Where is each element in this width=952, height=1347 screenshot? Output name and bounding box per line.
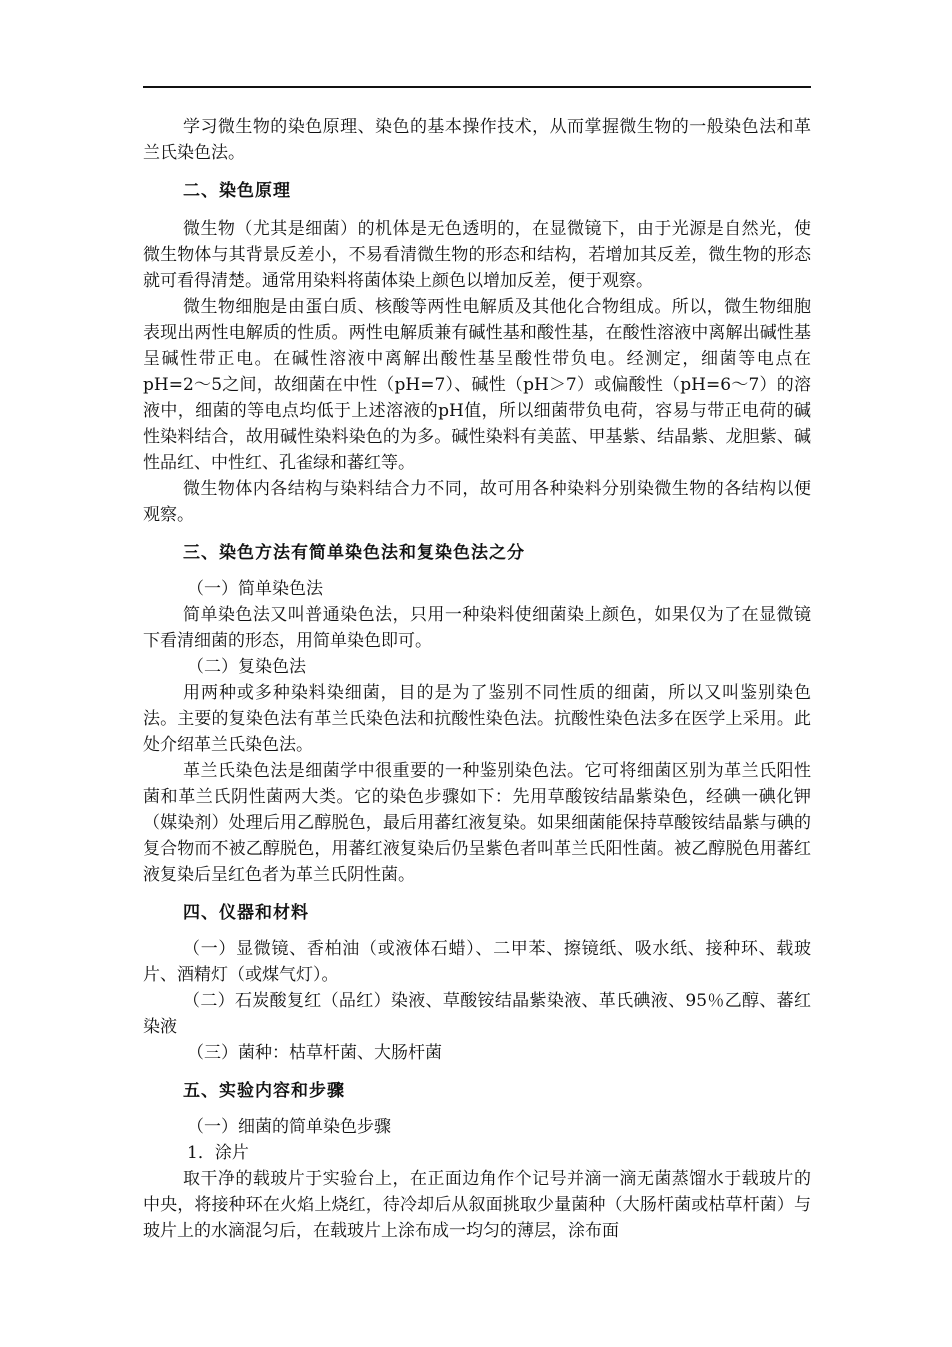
- paragraph: 用两种或多种染料染细菌，目的是为了鉴别不同性质的细菌，所以又叫鉴别染色法。主要的复染色法有革兰氏染色法和抗酸性染色法。抗酸性染色法多在医学上采用。此处介绍革兰氏染色法。: [143, 683, 811, 755]
- subsection-heading: （一）简单染色法: [187, 579, 323, 599]
- subsection-heading: （一）细菌的简单染色步骤: [187, 1117, 391, 1137]
- section-heading-4: 四、仪器和材料: [183, 903, 309, 923]
- paragraph: 简单染色法又叫普通染色法，只用一种染料使细菌染上颜色，如果仅为了在显微镜下看清细菌的形态，用简单染色即可。: [143, 605, 811, 651]
- intro-paragraph: 学习微生物的染色原理、染色的基本操作技术，从而掌握微生物的一般染色法和革兰氏染色法。: [143, 117, 811, 163]
- section-heading-2: 二、染色原理: [183, 181, 291, 201]
- materials-item: （二）石炭酸复红（品红）染液、草酸铵结晶紫染液、革氏碘液、95％乙醇、蕃红染液: [143, 991, 811, 1037]
- header-rule: [143, 86, 811, 88]
- paragraph: 微生物（尤其是细菌）的机体是无色透明的，在显微镜下，由于光源是自然光，使微生物体与其背景反差小，不易看清微生物的形态和结构，若增加其反差，微生物的形态就可看得清楚。通常用染料将菌体染上颜色以增加反差，便于观察。: [143, 219, 811, 291]
- section-heading-3: 三、染色方法有简单染色法和复染色法之分: [183, 543, 525, 563]
- paragraph: 微生物细胞是由蛋白质、核酸等两性电解质及其他化合物组成。所以，微生物细胞表现出两性电解质的性质。两性电解质兼有碱性基和酸性基，在酸性溶液中离解出碱性基呈碱性带正电。在碱性溶液中离解出酸性基呈酸性带负电。经测定，细菌等电点在 pH=2～5之间，故细菌在中性（pH=7）、碱性（pH＞7）或偏酸性（pH=6～7）的溶液中，细菌的等电点均低于上述溶液的pH值，所以细菌带负电荷，容易与带正电荷的碱性染料结合，故用碱性染料染色的为多。碱性染料有美蓝、甲基紫、结晶紫、龙胆紫、碱性品红、中性红、孔雀绿和蕃红等。: [143, 297, 811, 473]
- section-heading-5: 五、实验内容和步骤: [183, 1081, 345, 1101]
- materials-item: （三）菌种：枯草杆菌、大肠杆菌: [187, 1043, 442, 1063]
- paragraph: 取干净的载玻片于实验台上，在正面边角作个记号并滴一滴无菌蒸馏水于载玻片的中央，将接种环在火焰上烧红，待冷却后从叙面挑取少量菌种（大肠杆菌或枯草杆菌）与玻片上的水滴混匀后，在载玻片上涂布成一均匀的薄层，涂布面: [143, 1169, 811, 1241]
- paragraph: 微生物体内各结构与染料结合力不同，故可用各种染料分别染微生物的各结构以便观察。: [143, 479, 811, 525]
- subsection-heading: （二）复染色法: [187, 657, 306, 677]
- step-heading: 1．涂片: [187, 1143, 249, 1163]
- document-body: [143, 114, 811, 1244]
- materials-item: （一）显微镜、香柏油（或液体石蜡）、二甲苯、擦镜纸、吸水纸、接种环、载玻片、酒精灯（或煤气灯）。: [143, 939, 811, 985]
- paragraph: 革兰氏染色法是细菌学中很重要的一种鉴别染色法。它可将细菌区别为革兰氏阳性菌和革兰氏阴性菌两大类。它的染色步骤如下：先用草酸铵结晶紫染色，经碘一碘化钾（媒染剂）处理后用乙醇脱色，最后用蕃红液复染。如果细菌能保持草酸铵结晶紫与碘的复合物而不被乙醇脱色，用蕃红液复染后仍呈紫色者叫革兰氏阳性菌。被乙醇脱色用蕃红液复染后呈红色者为革兰氏阴性菌。: [143, 761, 811, 885]
